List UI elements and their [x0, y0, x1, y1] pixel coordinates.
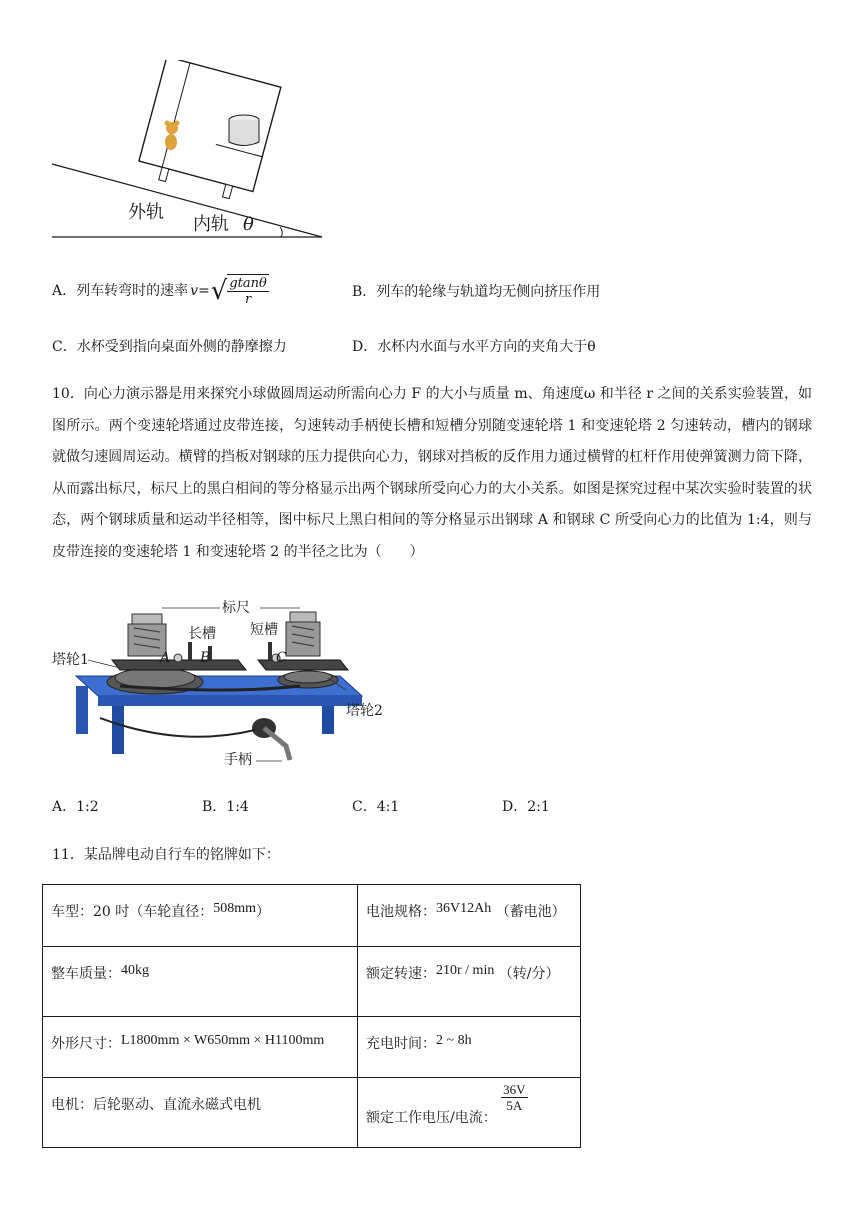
- inner-rail-label: 内轨: [193, 214, 229, 235]
- cell-speed: 额定转速：210r / min （转/分）: [358, 947, 581, 1017]
- tower-wheel-1-label: 塔轮1: [52, 652, 89, 668]
- q10-option-a: A．1:2: [52, 799, 99, 815]
- cell-voltage-current: 额定工作电压/电流： $\frac{36V}{5A}$: [358, 1078, 581, 1148]
- q9-option-a: A．列车转弯时的速率 v= √ $\frac{gtan\theta}{r}$: [52, 275, 267, 307]
- sqrt-fraction: $\frac{gtan\theta}{r}$: [229, 276, 267, 307]
- q10-option-b: B．1:4: [202, 799, 249, 815]
- cell-mass: 整车质量：40kg: [43, 947, 358, 1017]
- cell-dimensions: 外形尺寸：L1800mm × W650mm × H1100mm: [43, 1017, 358, 1078]
- tower-wheel-2-label: 塔轮2: [346, 703, 383, 719]
- water-cup-icon: [229, 115, 259, 146]
- slot-b-label: B: [200, 650, 211, 666]
- q10-option-c: C．4:1: [352, 799, 400, 815]
- long-slot-label: 长槽: [188, 626, 216, 642]
- cell-battery: 电池规格：36V12Ah （蓄电池）: [358, 885, 581, 947]
- cell-charge-time: 充电时间：2 ~ 8h: [358, 1017, 581, 1078]
- sqrt-sign: √: [210, 275, 228, 306]
- cell-motor: 电机：后轮驱动、直流永磁式电机: [43, 1078, 358, 1148]
- ruler-label: 标尺: [222, 600, 250, 616]
- outer-rail-label: 外轨: [128, 202, 164, 223]
- q10-option-d: D．2:1: [502, 799, 550, 815]
- short-slot-label: 短槽: [250, 622, 278, 638]
- ball-a-label: A: [160, 650, 171, 666]
- q9-option-c: C．水杯受到指向桌面外侧的静摩擦力: [52, 339, 287, 355]
- cell-model: 车型：20 吋（车轮直径：508mm）: [43, 885, 358, 947]
- q10-question-text: 10．向心力演示器是用来探究小球做圆周运动所需向心力 F 的大小与质量 m、角速度ω 和半径 r 之间的关系实验装置，如图所示。两个变速轮塔通过皮带连接，匀速转动手柄使长槽和短槽分别随变速轮塔 1 和变速轮塔 2 匀速转动，槽内的钢球就做匀速圆周运动。横臂的挡板对钢球的压力提供向心力，钢球对挡板的反作用力通过横臂的杠杆作用使弹簧测力筒下降，从而露出标尺，标尺上的黑白相间的等分格显示出两个钢球所受向心力的大小关系。如图是探究过程中某次实验时装置的状态，两个钢球质量和运动半径相等，图中标尺上黑白相间的等分格显示出钢球 A 和钢球 C 所受向心力的比值为 1:4，则与皮带连接的变速轮塔 1 和变速轮塔 2 的半径之比为（ ）: [52, 386, 812, 560]
- centripetal-apparatus-figure: [50, 598, 390, 773]
- angle-theta-label: θ: [243, 214, 254, 235]
- q11-question-text: 11．某品牌电动自行车的铭牌如下：: [52, 847, 280, 863]
- ball-c-label: C: [276, 650, 287, 666]
- handle-label: 手柄: [224, 752, 252, 768]
- q9-option-d: D．水杯内水面与水平方向的夹角大于θ: [352, 339, 596, 355]
- nameplate-table: [42, 884, 581, 1148]
- q9-option-b: B．列车的轮缘与轨道均无侧向挤压作用: [352, 284, 601, 300]
